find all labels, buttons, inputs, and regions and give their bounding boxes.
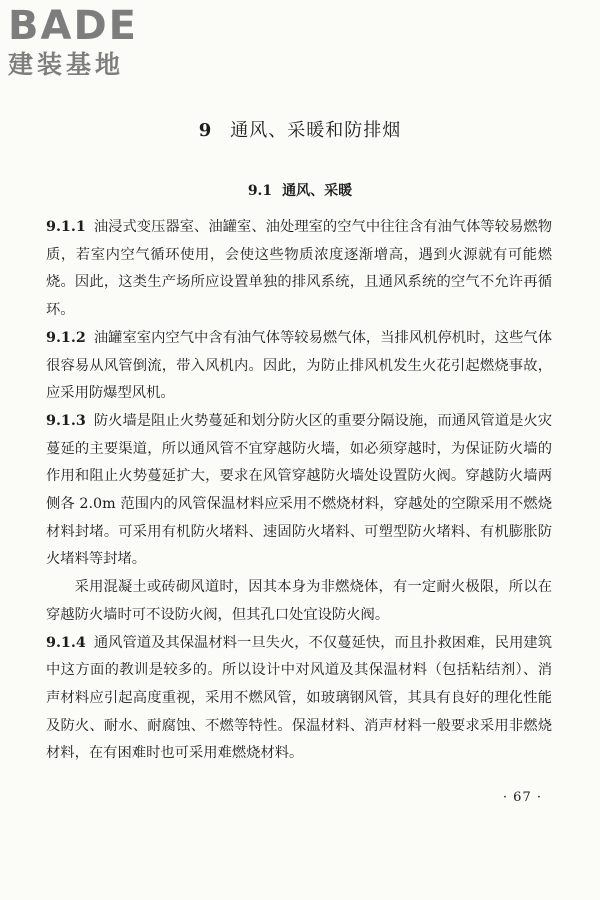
clause-number: 9.1.2 — [46, 329, 86, 346]
paragraph-9-1-1 — [46, 214, 552, 325]
paragraph-continuation — [46, 574, 552, 629]
chapter-title — [0, 116, 600, 142]
chapter-title-text: 通风、采暖和防排烟 — [230, 120, 402, 141]
paragraph-9-1-2 — [46, 325, 552, 408]
paragraph-text: 采用混凝土或砖砌风道时，因其本身为非燃烧体，有一定耐火极限，所以在穿越防火墙时可不设防火阀，但其孔口处宜设防火阀。 — [46, 579, 552, 623]
logo-text-en: BADE — [8, 3, 138, 49]
page-number: · 67 · — [502, 790, 542, 805]
clause-number: 9.1.3 — [46, 412, 86, 429]
logo-text-cn: 建装基地 — [8, 50, 125, 79]
section-number: 9.1 — [247, 183, 273, 199]
paragraph-text: 通风管道及其保温材料一旦失火，不仅蔓延快，而且扑救困难，民用建筑中这方面的教训是较多的。所以设计中对风道及其保温材料（包括粘结剂）、消声材料应引起高度重视，采用不燃风管，如玻璃钢风管，其具有良好的理化性能及防火、耐水、耐腐蚀、不燃等特性。保温材料、消声材料一般要求采用非燃烧材料，在有困难时也可采用难燃烧材料。 — [46, 634, 552, 762]
body-content — [46, 214, 552, 768]
clause-number: 9.1.1 — [46, 219, 86, 235]
paragraph-text: 防火墙是阻止火势蔓延和划分防火区的重要分隔设施，而通风管道是火灾蔓延的主要渠道，所以通风管不宜穿越防火墙，如必须穿越时，为保证防火墙的作用和阻止火势蔓延扩大，要求在风管穿越防火墙处设置防火阀。穿越防火墙两侧各 2.0m 范围内的风管保温材料应采用不燃烧材料，穿越处的空隙采用不燃烧材料封堵。可采用有机防火堵料、速固防火堵料、可塑型防火堵料、有机膨胀防火堵料等封堵。 — [46, 412, 552, 568]
section-title-text: 通风、采暖 — [282, 183, 353, 199]
logo — [8, 4, 178, 80]
clause-number: 9.1.4 — [46, 634, 86, 651]
section-title — [0, 180, 600, 200]
chapter-number: 9 — [198, 120, 213, 141]
paragraph-9-1-3 — [46, 408, 552, 574]
paragraph-9-1-4 — [46, 630, 552, 769]
paragraph-text: 油罐室室内空气中含有油气体等较易燃气体，当排风机停机时，这些气体很容易从风管倒流，带入风机内。因此，为防止排风机发生火花引起燃烧事故，应采用防爆型风机。 — [46, 329, 552, 402]
paragraph-text: 油浸式变压器室、油罐室、油处理室的空气中往往含有油气体等较易燃物质，若室内空气循环使用，会使这些物质浓度逐渐增高，遇到火源就有可能燃烧。因此，这类生产场所应设置单独的排风系统，且通风系统的空气不允许再循环。 — [46, 219, 552, 319]
